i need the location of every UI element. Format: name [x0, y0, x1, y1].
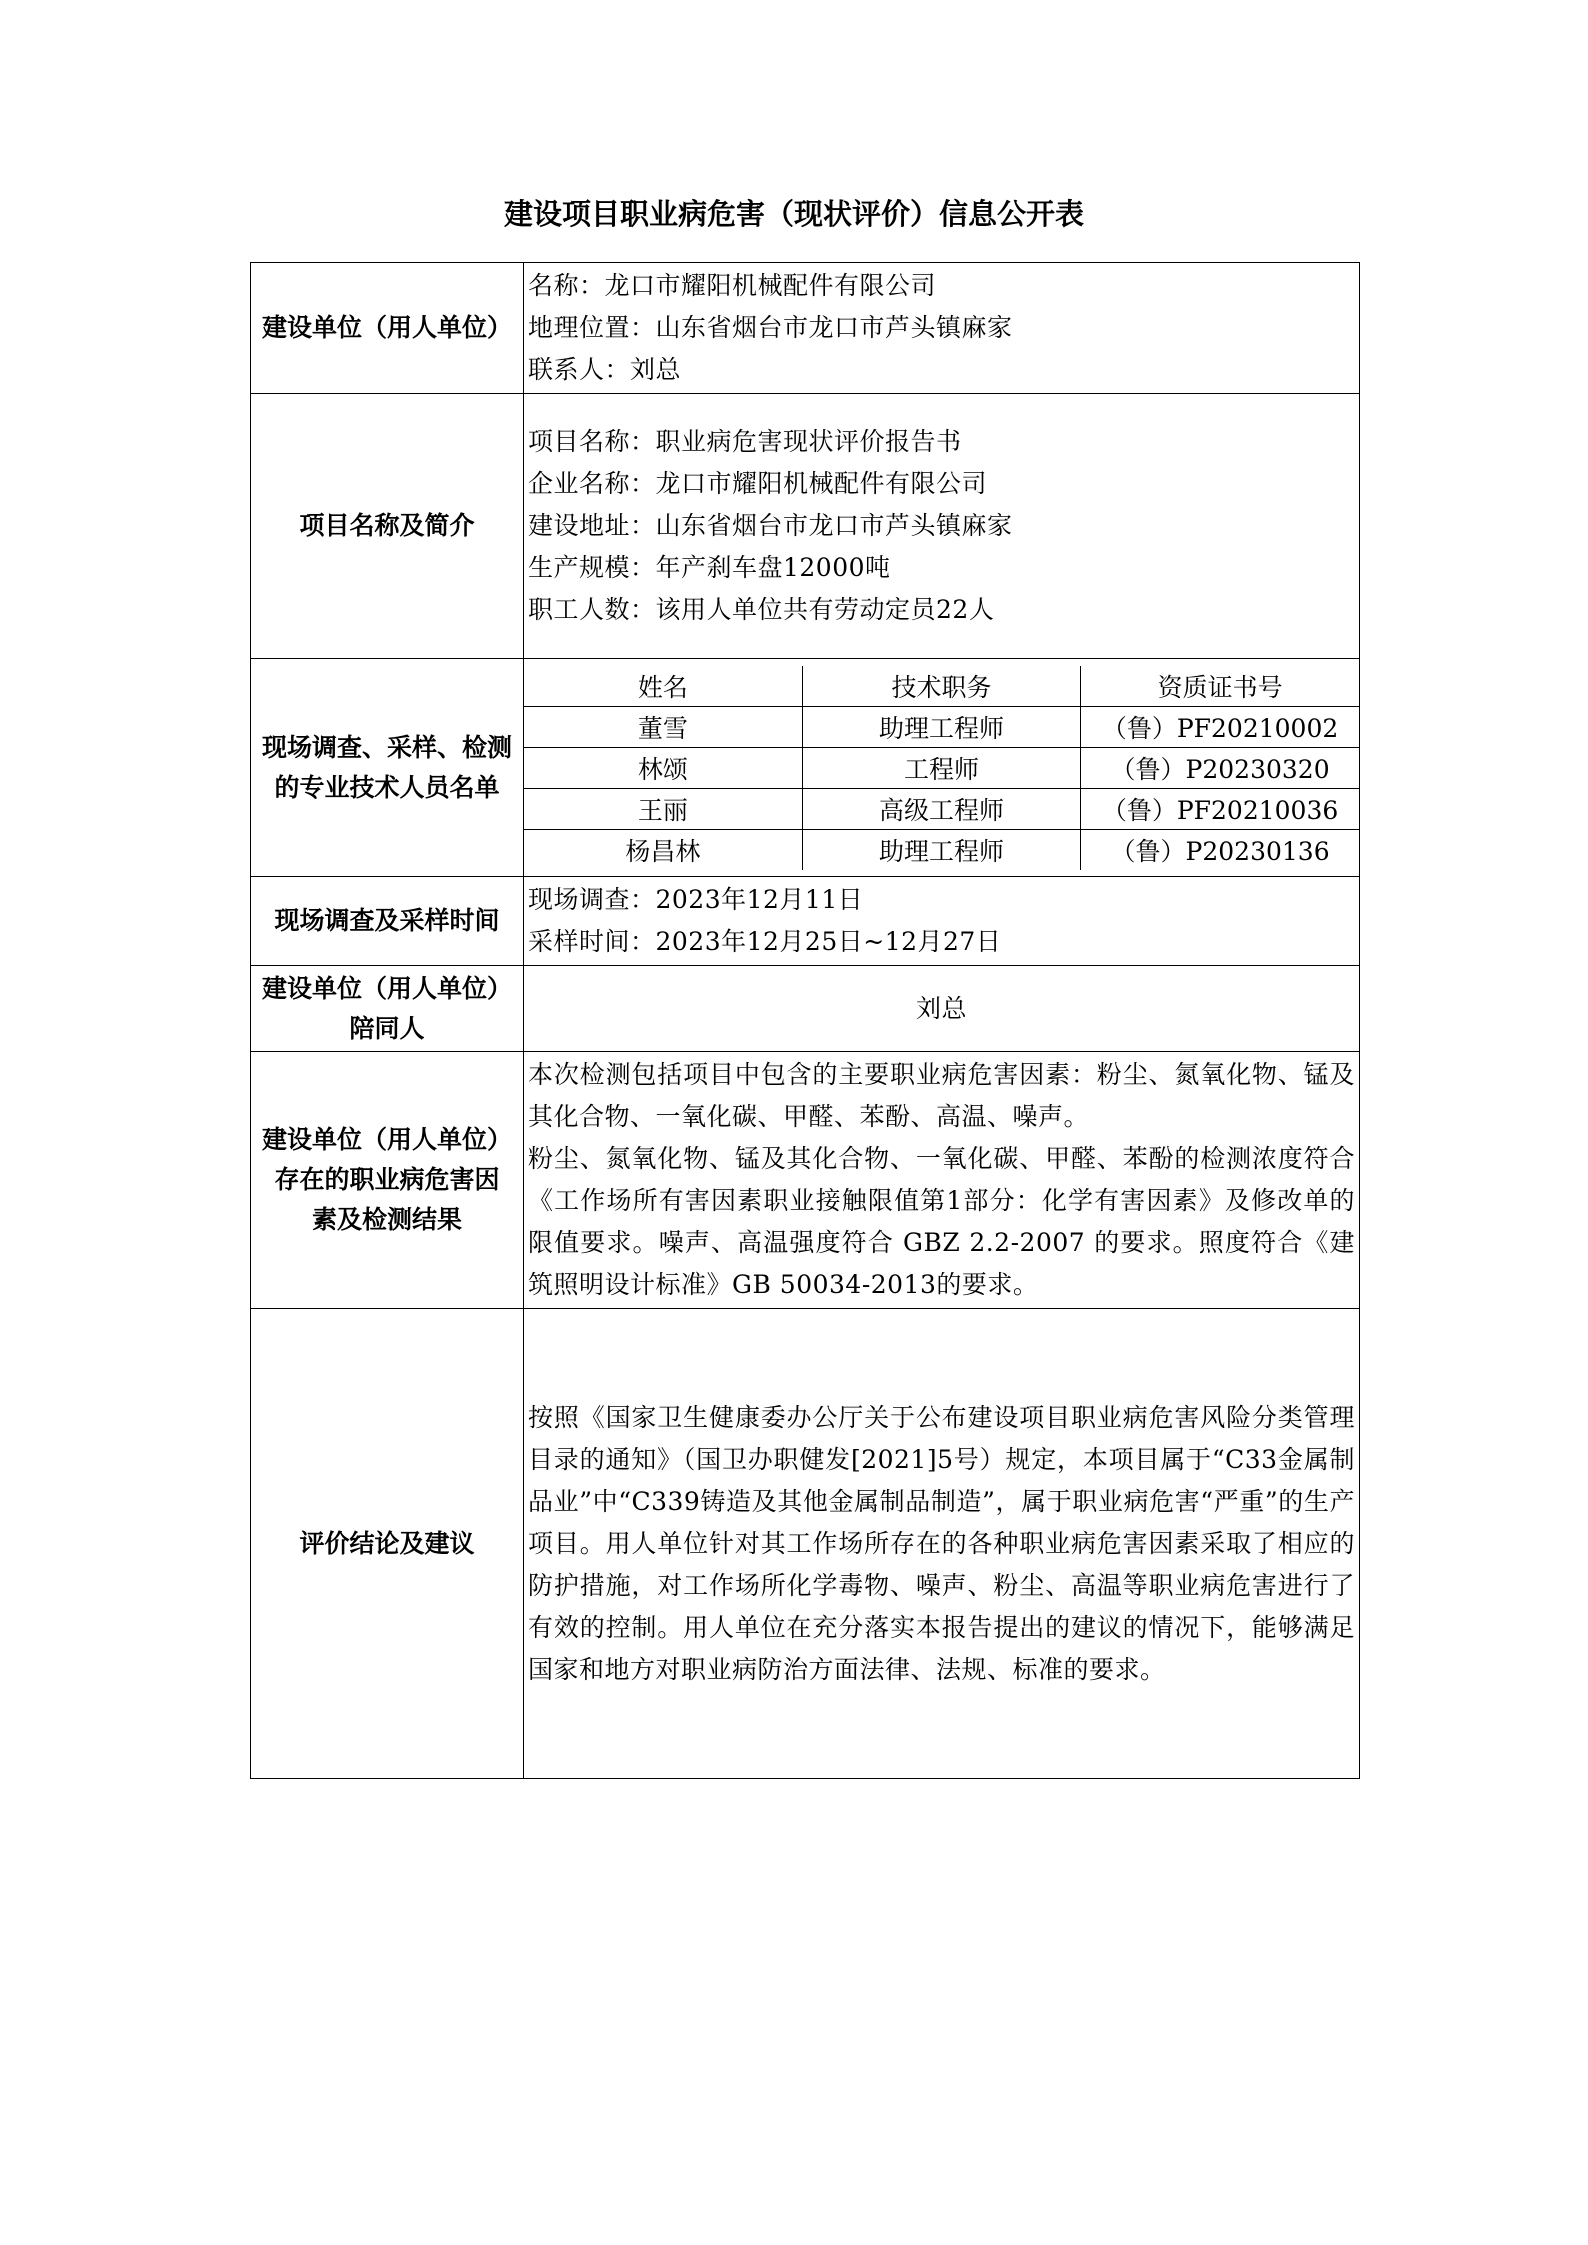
row-escort: [251, 966, 1360, 1052]
label-unit: 建设单位（用人单位）: [251, 263, 524, 394]
row-unit: [251, 263, 1360, 394]
unit-location: 地理位置：山东省烟台市龙口市芦头镇麻家: [528, 313, 1013, 342]
content-hazards: [524, 1052, 1360, 1309]
unit-contact: 联系人：刘总: [528, 355, 682, 384]
conclusion-text: 按照《国家卫生健康委办公厅关于公布建设项目职业病危害风险分类管理目录的通知》（国卫办职健发[2021]5号）规定，本项目属于“C33金属制品业”中“C339铸造及其他金属制品制造”，属于职业病危害“严重”的生产项目。用人单位针对其工作场所存在的各种职业病危害因素采取了相应的防护措施，对工作场所化学毒物、噪声、粉尘、高温等职业病危害进行了有效的控制。用人单位在充分落实本报告提出的建议的情况下，能够满足国家和地方对职业病防治方面法律、法规、标准的要求。: [528, 1402, 1355, 1684]
table-row: 杨昌林 助理工程师 （鲁）P20230136: [524, 829, 1359, 870]
row-time: [251, 877, 1360, 966]
label-time: 现场调查及采样时间: [251, 877, 524, 966]
info-table: [250, 262, 1360, 1779]
table-row: 林颂 工程师 （鲁）P20230320: [524, 747, 1359, 788]
escort-value: 刘总: [524, 966, 1360, 1052]
content-staff: [524, 659, 1360, 877]
row-hazards: [251, 1052, 1360, 1309]
content-project: [524, 394, 1360, 659]
staff-header-title: 技术职务: [802, 666, 1080, 707]
table-row: 董雪 助理工程师 （鲁）PF20210002: [524, 706, 1359, 747]
staff-header-row: [524, 666, 1359, 707]
project-address: 建设地址：山东省烟台市龙口市芦头镇麻家: [528, 511, 1013, 540]
survey-date: 现场调查：2023年12月11日: [528, 885, 864, 914]
project-staff-count: 职工人数：该用人单位共有劳动定员22人: [528, 595, 995, 624]
content-conclusion: [524, 1309, 1360, 1779]
content-unit: [524, 263, 1360, 394]
row-project: [251, 394, 1360, 659]
row-staff: [251, 659, 1360, 877]
page-title: 建设项目职业病危害（现状评价）信息公开表: [503, 197, 1084, 231]
hazards-factors: 本次检测包括项目中包含的主要职业病危害因素：粉尘、氮氧化物、锰及其化合物、一氧化碳、甲醛、苯酚、高温、噪声。: [528, 1060, 1355, 1131]
label-escort: 建设单位（用人单位） 陪同人: [251, 966, 524, 1052]
project-company: 企业名称：龙口市耀阳机械配件有限公司: [528, 469, 988, 498]
label-conclusion: 评价结论及建议: [251, 1309, 524, 1779]
label-staff: 现场调查、采样、检测 的专业技术人员名单: [251, 659, 524, 877]
hazards-results: 粉尘、氮氧化物、锰及其化合物、一氧化碳、甲醛、苯酚的检测浓度符合《工作场所有害因素职业接触限值第1部分：化学有害因素》及修改单的限值要求。噪声、高温强度符合 GBZ 2.2-2007 的要求。照度符合《建筑照明设计标准》GB 50034-2013的要求。: [528, 1144, 1355, 1299]
label-project: 项目名称及简介: [251, 394, 524, 659]
project-name: 项目名称：职业病危害现状评价报告书: [528, 427, 962, 456]
table-row: 王丽 高级工程师 （鲁）PF20210036: [524, 788, 1359, 829]
staff-table: [524, 666, 1359, 870]
content-time: [524, 877, 1360, 966]
staff-header-name: 姓名: [524, 666, 802, 707]
unit-name: 名称：龙口市耀阳机械配件有限公司: [528, 271, 937, 300]
sampling-date: 采样时间：2023年12月25日~12月27日: [528, 927, 1002, 956]
staff-header-cert: 资质证书号: [1081, 666, 1359, 707]
project-scale: 生产规模：年产刹车盘12000吨: [528, 553, 891, 582]
label-hazards: 建设单位（用人单位） 存在的职业病危害因 素及检测结果: [251, 1052, 524, 1309]
row-conclusion: [251, 1309, 1360, 1779]
